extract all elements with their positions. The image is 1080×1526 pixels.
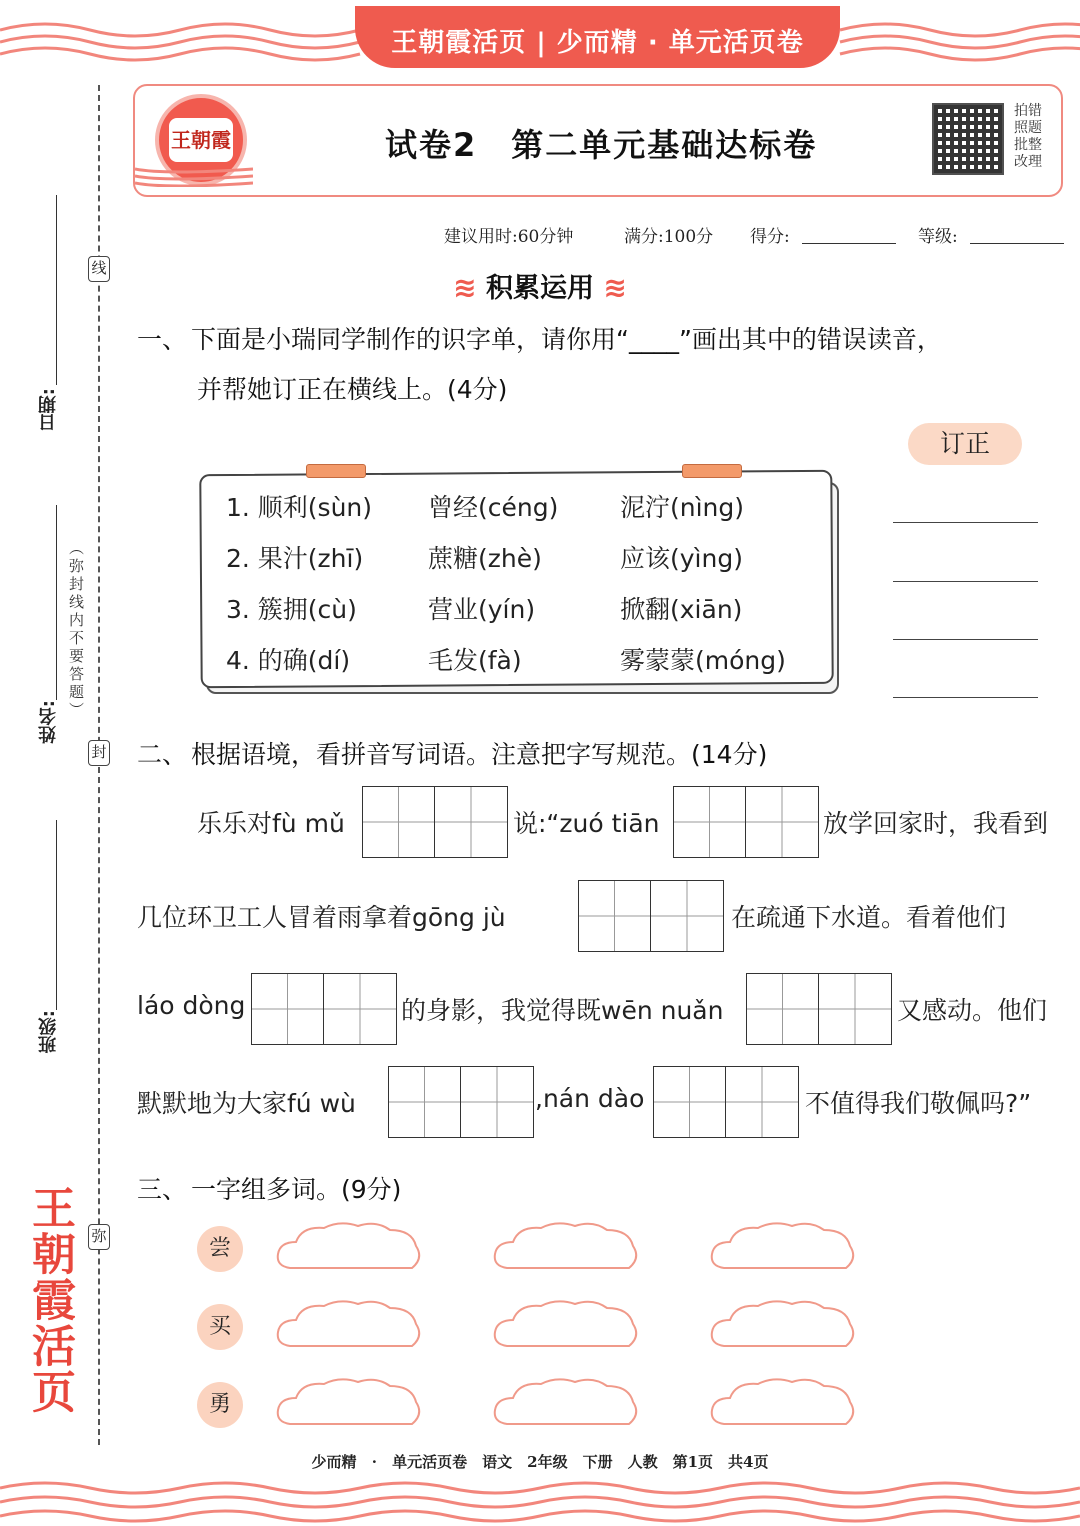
tape-decoration	[306, 464, 366, 478]
tianzige-box[interactable]	[388, 1066, 534, 1138]
qr-label	[1009, 103, 1047, 171]
binding-mark-mi: 弥	[88, 1224, 110, 1250]
section-title-text: 积累运用	[486, 273, 594, 304]
char-circle: 尝	[197, 1226, 243, 1272]
sentence-segment: 乐乐对fù mǔ	[197, 809, 345, 838]
fix-answer-line[interactable]	[893, 697, 1038, 698]
class-line[interactable]	[56, 820, 57, 1010]
brand-logo-text: 王朝霞	[169, 118, 233, 162]
sentence-segment: 在疏通下水道。看着他们	[731, 903, 1007, 932]
cloud-answer-box[interactable]	[706, 1296, 858, 1358]
qr-label-line: 拍错	[1014, 103, 1042, 119]
sentence-segment: ,nán dào	[535, 1084, 645, 1113]
word-row	[224, 488, 824, 534]
word-note-card	[196, 470, 846, 700]
tianzige-cell[interactable]	[252, 974, 324, 1044]
q2-heading	[137, 735, 767, 771]
tianzige-cell[interactable]	[651, 881, 723, 951]
sentence-segment: 放学回家时，我看到	[823, 809, 1049, 838]
sentence-segment: 说:“zuó tiān	[513, 809, 660, 838]
word-item[interactable]: 1. 顺利(sùn)	[226, 493, 373, 522]
class-label: 班级:	[38, 1010, 59, 1054]
wave-icon: ≋	[603, 271, 627, 304]
word-item[interactable]: 掀翻(xiān)	[620, 595, 743, 624]
fix-label: 订正	[908, 423, 1022, 465]
cloud-answer-box[interactable]	[272, 1374, 424, 1436]
word-item[interactable]: 蔗糖(zhè)	[428, 544, 542, 573]
word-item[interactable]: 毛发(fà)	[428, 646, 522, 675]
qr-code-icon[interactable]	[932, 103, 1004, 175]
tianzige-box[interactable]	[251, 973, 397, 1045]
cloud-answer-box[interactable]	[706, 1218, 858, 1280]
tianzige-cell[interactable]	[435, 787, 507, 857]
tianzige-cell[interactable]	[389, 1067, 461, 1137]
write-line	[137, 786, 1067, 862]
sentence-segment: 的身影，我觉得既wēn nuǎn	[401, 996, 724, 1025]
char-circle: 勇	[197, 1382, 243, 1428]
brand-vertical-logo: 王朝霞活页	[24, 1185, 75, 1415]
q1-number: 一、	[137, 325, 188, 354]
word-item[interactable]: 营业(yín)	[428, 595, 536, 624]
q1-text-line2: 并帮她订正在横线上。(4分)	[197, 375, 508, 404]
char-circle: 买	[197, 1304, 243, 1350]
logo-stripes	[135, 165, 253, 187]
q1-text-line1: 下面是小瑞同学制作的识字单，请你用“____”画出其中的错误读音，	[191, 325, 942, 354]
sentence-segment: 几位环卫工人冒着雨拿着gōng jù	[137, 903, 506, 932]
fix-answer-line[interactable]	[893, 522, 1038, 523]
wave-icon: ≋	[453, 271, 477, 304]
name-label: 姓名:	[38, 700, 59, 744]
tianzige-cell[interactable]	[654, 1067, 726, 1137]
sentence-segment: láo dòng	[137, 991, 246, 1020]
qr-label-line: 照题	[1014, 120, 1042, 136]
word-row	[224, 590, 824, 636]
tianzige-box[interactable]	[362, 786, 508, 858]
cloud-answer-box[interactable]	[489, 1296, 641, 1358]
exam-title: 试卷2 第二单元基础达标卷	[385, 126, 818, 164]
banner-title: 王朝霞活页 | 少而精 · 单元活页卷	[391, 28, 804, 58]
cloud-answer-box[interactable]	[272, 1218, 424, 1280]
qr-label-line: 改理	[1014, 154, 1042, 170]
tianzige-cell[interactable]	[324, 974, 396, 1044]
tianzige-cell[interactable]	[674, 787, 746, 857]
fix-answer-line[interactable]	[893, 639, 1038, 640]
word-item[interactable]: 曾经(céng)	[428, 493, 559, 522]
word-row	[224, 641, 824, 687]
binding-mark-feng: 封	[88, 740, 110, 766]
cloud-answer-box[interactable]	[272, 1296, 424, 1358]
score-blank[interactable]	[802, 243, 896, 244]
time-info: 建议用时:60分钟	[444, 227, 574, 247]
tape-decoration	[682, 464, 742, 478]
tianzige-cell[interactable]	[363, 787, 435, 857]
tianzige-cell[interactable]	[819, 974, 891, 1044]
qr-label-line: 批整	[1014, 137, 1042, 153]
tianzige-cell[interactable]	[461, 1067, 533, 1137]
bottom-wave-decoration	[0, 1474, 1080, 1526]
tianzige-cell[interactable]	[579, 881, 651, 951]
cloud-answer-box[interactable]	[706, 1374, 858, 1436]
q3-heading	[137, 1170, 401, 1206]
write-line	[137, 1066, 1067, 1142]
q3-text: 一字组多词。(9分)	[191, 1175, 402, 1204]
cloud-answer-box[interactable]	[489, 1218, 641, 1280]
word-item[interactable]: 2. 果汁(zhī)	[226, 544, 364, 573]
tianzige-cell[interactable]	[746, 787, 818, 857]
word-row	[224, 539, 824, 585]
binding-note: （弥封线内不要答题）	[67, 540, 85, 720]
date-label: 日期:	[38, 388, 59, 432]
q2-number: 二、	[137, 740, 188, 769]
word-item[interactable]: 3. 簇拥(cù)	[226, 595, 357, 624]
section-title	[0, 266, 1080, 305]
write-line	[137, 880, 1067, 956]
tianzige-box[interactable]	[653, 1066, 799, 1138]
score-label: 得分:	[750, 227, 790, 247]
tianzige-cell[interactable]	[747, 974, 819, 1044]
footer-info: 少而精 · 单元活页卷 语文 2年级 下册 人教 第1页 共4页	[311, 1453, 769, 1471]
word-item[interactable]: 应该(yìng)	[620, 544, 743, 573]
word-item[interactable]: 雾蒙蒙(móng)	[620, 646, 786, 675]
sentence-segment: 默默地为大家fú wù	[137, 1089, 356, 1118]
tianzige-box[interactable]	[673, 786, 819, 858]
sentence-segment: 又感动。他们	[897, 996, 1048, 1025]
word-item[interactable]: 4. 的确(dí)	[226, 646, 351, 675]
sentence-segment: 不值得我们敬佩吗?”	[805, 1089, 1032, 1118]
tianzige-box[interactable]	[746, 973, 892, 1045]
q3-number: 三、	[137, 1175, 188, 1204]
word-item[interactable]: 泥泞(nìng)	[620, 493, 745, 522]
cloud-answer-box[interactable]	[489, 1374, 641, 1436]
q2-text: 根据语境，看拼音写词语。注意把字写规范。(14分)	[191, 740, 768, 769]
name-line[interactable]	[56, 505, 57, 700]
full-score-info: 满分:100分	[624, 227, 714, 247]
grade-label: 等级:	[918, 227, 958, 247]
binding-mark-xian: 线	[88, 256, 110, 282]
grade-blank[interactable]	[970, 243, 1064, 244]
write-line	[137, 973, 1067, 1049]
tianzige-box[interactable]	[578, 880, 724, 952]
tianzige-cell[interactable]	[726, 1067, 798, 1137]
header-card	[133, 84, 1063, 197]
fix-answer-line[interactable]	[893, 581, 1038, 582]
q1-heading	[137, 320, 942, 356]
